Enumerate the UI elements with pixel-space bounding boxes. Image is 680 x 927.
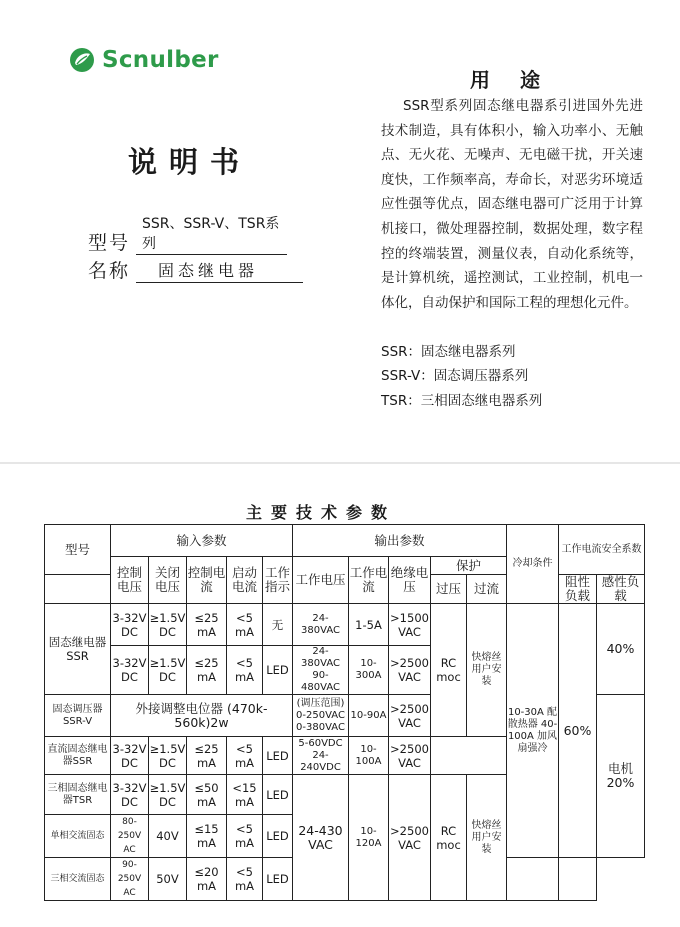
cell: <5 mA [227,604,263,646]
cell: 24-380VAC [293,604,349,646]
cell: 50V [149,858,187,901]
cell: (调压范围) 0-250VAC 0-380VAC [293,695,349,737]
document-title: 说明书 [128,145,252,179]
cell: 10-100A [349,737,389,775]
model-row [88,213,287,255]
protect-rc-top: RC moc [431,604,467,737]
cell: 5-60VDC 24-240VDC [293,737,349,775]
cell: ≤25 mA [187,737,227,775]
usage-title: 用途 [470,68,570,92]
series-ssr-v: SSR-V：固态调压器系列 [381,368,529,384]
row-tsr-name: 三相固态继电器TSR [45,775,111,815]
name-value: 固态继电器 [136,258,303,283]
bottom-work-current: 10-120A [349,775,389,901]
cell: 40V [149,815,187,858]
header-protection: 保护 [431,557,507,575]
cell: <15 mA [227,775,263,815]
inductive-motor-value: 电机 20% [597,695,645,858]
cell: ≤25 mA [187,604,227,646]
usage-paragraph [381,94,643,315]
protect-fuse-top: 快熔丝 用户安装 [467,604,507,737]
cell: <5 mA [227,646,263,695]
cell: >2500 VAC [389,737,431,775]
bottom-work-voltage: 24-430 VAC [293,775,349,901]
cell: 3-32V DC [111,775,149,815]
cell: 80-250V AC [111,815,149,858]
inductive-load-value: 40% [597,604,645,695]
cell: ≥1.5V DC [149,737,187,775]
cell: ≥1.5V DC [149,646,187,695]
header-insulation-voltage: 绝缘电压 [389,557,431,604]
cell: LED [263,646,293,695]
protect-rc-bottom: RC moc [431,775,467,901]
header-model-blank [45,575,111,604]
cell: LED [263,737,293,775]
series-ssr: SSR：固态继电器系列 [381,344,516,360]
spec-table [44,524,645,901]
cell: <5 mA [227,737,263,775]
ssr-v-input: 外接调整电位器 (470k-560k)2w [111,695,293,737]
cell: ≤50 mA [187,775,227,815]
header-indicator: 工作指示 [263,557,293,604]
resistive-load-value: 60% [559,604,597,858]
header-control-voltage: 控制电压 [111,557,149,604]
protect-fuse-bottom: 快熔丝 用户安装 [467,775,507,901]
row-dc-ssr-name: 直流固态继电器SSR [45,737,111,775]
cell: LED [263,858,293,901]
cell: 3-32V DC [111,646,149,695]
cell: 10-300A [349,646,389,695]
header-work-voltage: 工作电压 [293,557,349,604]
cell: <5 mA [227,858,263,901]
cell: LED [263,775,293,815]
cell: LED [263,815,293,858]
name-row [88,256,303,283]
cell: >2500 VAC [389,646,431,695]
brand-name: Scnulber [102,47,219,73]
cell: 10-90A [349,695,389,737]
cell: ≥1.5V DC [149,604,187,646]
cell: 24-380VAC 90-480VAC [293,646,349,695]
header-over-current: 过流 [467,575,507,604]
cell: ≤15 mA [187,815,227,858]
header-over-voltage: 过压 [431,575,467,604]
header-inductive-load: 感性负载 [597,575,645,604]
cell: <5 mA [227,815,263,858]
cell: 90-250V AC [111,858,149,901]
name-label: 名称 [88,260,131,282]
cell: 无 [263,604,293,646]
cell-blank [559,858,597,901]
header-model: 型号 [45,525,111,575]
cell: >2500 VAC [389,695,431,737]
header-start-current: 启动电流 [227,557,263,604]
page-fold-divider [0,462,680,464]
model-label: 型号 [88,232,131,254]
cell: >1500 VAC [389,604,431,646]
header-input-params: 输入参数 [111,525,293,557]
row-single-ac-name: 单相交流固态 [45,815,111,858]
header-output-params: 输出参数 [293,525,507,557]
header-resistive-load: 阻性负载 [559,575,597,604]
usage-text: SSR型系列固态继电器系引进国外先进技术制造，具有体积小，输入功率小、无触点、无火花、无噪声、无电磁干扰，开关速度快，工作频率高，寿命长，对恶劣环境适应性强等优点，固态继电器可广泛用于计算机接口，微处理器控制，数据处理，数字程控的终端装置，测量仪表，自动化系统等，是计算机统，遥控测试，工业控制，机电一体化，自动保护和国际工程的理想化元件。 [381,98,643,311]
brand-logo [68,46,219,74]
bottom-insulation: >2500 VAC [389,775,431,901]
leaf-logo-icon [68,46,96,74]
header-safety-factor: 工作电流安全系数 [559,525,645,575]
cell: ≤25 mA [187,646,227,695]
header-cooling: 冷却条件 [507,525,559,604]
row-ssr-v-name: 固态调压器 SSR-V [45,695,111,737]
cell-blank [507,858,559,901]
row-ssr-name: 固态继电器 SSR [45,604,111,695]
cell: ≤20 mA [187,858,227,901]
model-value: SSR、SSR-V、TSR系列 [136,213,287,255]
header-work-current: 工作电流 [349,557,389,604]
header-control-current: 控制电流 [187,557,227,604]
cell: 3-32V DC [111,604,149,646]
cell: 1-5A [349,604,389,646]
table-title: 主要技术参数 [246,503,397,522]
cooling-cell: 10-30A 配散热器 40-100A 加风扇强冷 [507,604,559,858]
row-three-ac-name: 三相交流固态 [45,858,111,901]
cell-blank [431,737,507,775]
series-tsr: TSR：三相固态继电器系列 [381,393,543,409]
cell: 3-32V DC [111,737,149,775]
cell: ≥1.5V DC [149,775,187,815]
header-off-voltage: 关闭电压 [149,557,187,604]
